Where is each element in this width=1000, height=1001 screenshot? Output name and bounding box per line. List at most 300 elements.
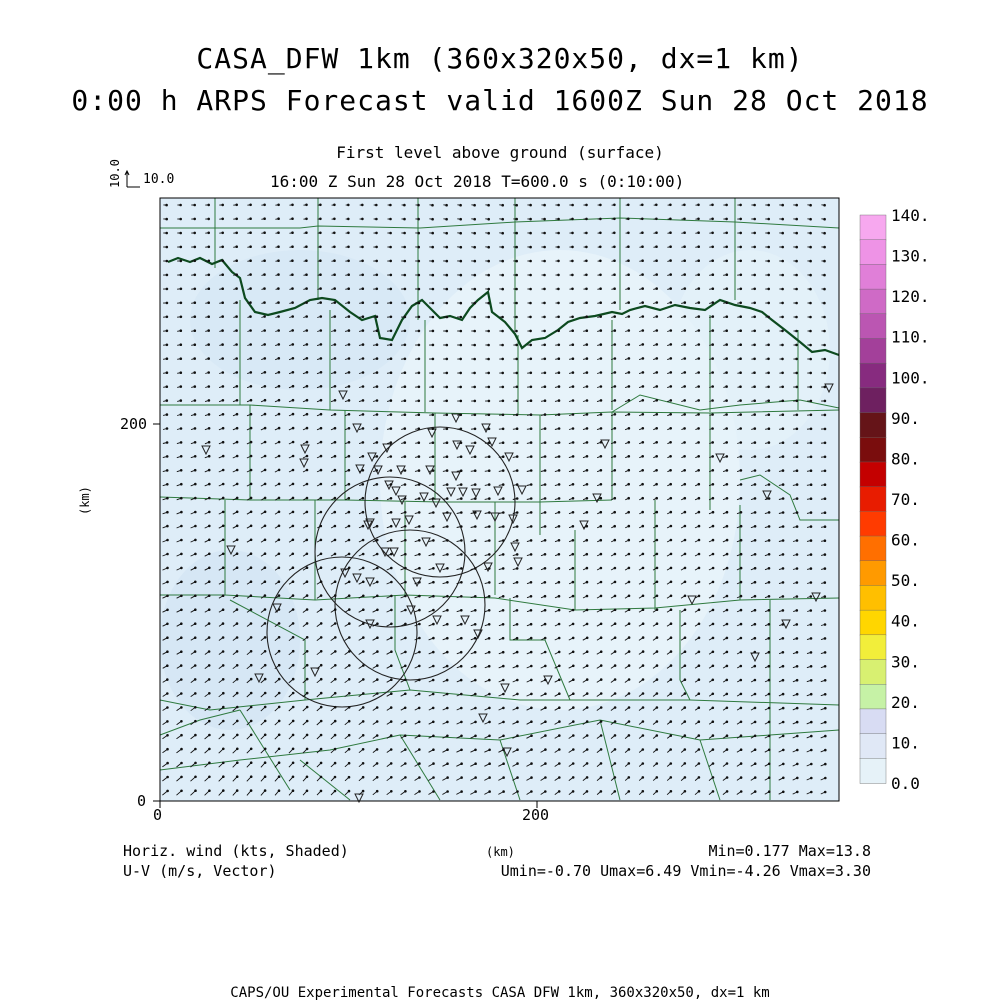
wind-vector-head xyxy=(208,218,210,220)
wind-vector-head xyxy=(544,246,546,248)
wind-vector-head xyxy=(348,358,350,360)
wind-vector-head xyxy=(446,204,448,206)
wind-vector-head xyxy=(810,582,812,584)
wind-vector-head xyxy=(586,679,588,681)
wind-vector-head xyxy=(642,246,644,248)
wind-vector-head xyxy=(586,372,588,374)
wind-vector-head xyxy=(530,232,532,234)
wind-vector-head xyxy=(572,316,574,318)
wind-vector-head xyxy=(292,427,294,429)
wind-vector-head xyxy=(292,497,294,499)
wind-vector-head xyxy=(670,483,672,485)
wind-vector-head xyxy=(642,651,644,653)
wind-vector-head xyxy=(209,706,211,708)
wind-vector-head xyxy=(405,595,407,597)
wind-vector-head xyxy=(335,678,337,680)
wind-vector-head xyxy=(432,274,434,276)
wind-vector-head xyxy=(544,582,546,584)
wind-vector-head xyxy=(390,721,392,723)
wind-vector-head xyxy=(362,288,364,290)
wind-vector-head xyxy=(209,483,211,485)
wind-vector-head xyxy=(390,330,392,332)
wind-vector-head xyxy=(628,763,630,765)
wind-vector-head xyxy=(181,609,183,611)
wind-vector-head xyxy=(516,596,518,598)
wind-vector-head xyxy=(391,693,393,695)
wind-vector-head xyxy=(586,288,588,290)
wind-vector-head xyxy=(670,735,672,737)
wind-vector-head xyxy=(264,455,266,457)
wind-vector-head xyxy=(475,610,477,612)
wind-vector-head xyxy=(236,288,238,290)
wind-vector-head xyxy=(782,414,784,416)
wind-vector-head xyxy=(502,554,504,556)
wind-vector-head xyxy=(614,777,616,779)
wind-vector-head xyxy=(320,692,322,694)
wind-vector-head xyxy=(642,791,644,793)
wind-vector-head xyxy=(433,721,435,723)
wind-vector-head xyxy=(250,246,252,248)
wind-vector-head xyxy=(488,624,490,626)
wind-vector-head xyxy=(306,692,308,694)
wind-vector-head xyxy=(754,707,756,709)
wind-vector-head xyxy=(712,749,714,751)
wind-vector-head xyxy=(264,734,266,736)
wind-vector-head xyxy=(405,553,407,555)
wind-vector-head xyxy=(573,735,575,737)
wind-vector-head xyxy=(754,456,756,458)
wind-vector-head xyxy=(698,330,700,332)
wind-vector-head xyxy=(740,316,742,318)
wind-vector-head xyxy=(810,400,812,402)
wind-vector-head xyxy=(278,609,280,611)
wind-vector-head xyxy=(810,526,812,528)
wind-vector-head xyxy=(740,595,742,597)
wind-vector-head xyxy=(502,456,504,458)
wind-vector-head xyxy=(782,624,784,626)
wind-vector-head xyxy=(726,232,728,234)
wind-vector-head xyxy=(446,693,448,695)
colorbar-swatch xyxy=(860,610,886,635)
wind-vector-head xyxy=(474,456,476,458)
wind-vector-head xyxy=(264,441,266,443)
wind-vector-head xyxy=(600,484,602,486)
wind-vector-head xyxy=(391,595,393,597)
colorbar-label: 140. xyxy=(891,206,930,225)
wind-vector-head xyxy=(208,637,210,639)
wind-vector-head xyxy=(530,414,532,416)
wind-vector-head xyxy=(181,497,183,499)
wind-vector-head xyxy=(237,748,239,750)
wind-vector-head xyxy=(586,274,588,276)
wind-vector-head xyxy=(684,721,686,723)
wind-vector-head xyxy=(656,525,658,527)
wind-vector-head xyxy=(782,316,784,318)
wind-vector-head xyxy=(712,204,714,206)
wind-vector-head xyxy=(782,721,784,723)
wind-vector-head xyxy=(348,246,350,248)
wind-vector-head xyxy=(334,762,336,764)
wind-vector-head xyxy=(166,358,168,360)
wind-vector-head xyxy=(698,358,700,360)
wind-vector-head xyxy=(698,511,700,513)
wind-vector-head xyxy=(475,568,477,570)
wind-vector-head xyxy=(516,260,518,262)
wind-vector-head xyxy=(489,707,491,709)
wind-vector-head xyxy=(433,609,435,611)
wind-vector-head xyxy=(278,664,280,666)
wind-vector-head xyxy=(391,609,393,611)
wind-vector-head xyxy=(404,204,406,206)
wind-vector-head xyxy=(670,344,672,346)
wind-vector-head xyxy=(754,512,756,514)
wind-vector-head xyxy=(586,623,588,625)
wind-vector-head xyxy=(264,609,266,611)
wind-vector-head xyxy=(544,204,546,206)
wind-vector-head xyxy=(335,637,337,639)
wind-vector-head xyxy=(628,721,630,723)
wind-vector-head xyxy=(768,651,770,653)
wind-vector-head xyxy=(391,651,393,653)
wind-vector-head xyxy=(614,414,616,416)
wind-vector-head xyxy=(222,497,224,499)
colorbar-label: 70. xyxy=(891,490,920,509)
wind-vector-head xyxy=(419,763,421,765)
colorbar-label: 10. xyxy=(891,733,920,752)
wind-vector-head xyxy=(726,442,728,444)
wind-vector-head xyxy=(167,790,169,792)
wind-vector-head xyxy=(740,679,742,681)
wind-vector-head xyxy=(628,637,630,639)
wind-vector-head xyxy=(334,483,336,485)
wind-vector-head xyxy=(628,428,630,430)
wind-vector-head xyxy=(418,414,420,416)
wind-vector-head xyxy=(194,204,196,206)
wind-vector-head xyxy=(237,706,239,708)
wind-vector-head xyxy=(405,791,407,793)
wind-vector-head xyxy=(181,623,183,625)
wind-vector-head xyxy=(754,414,756,416)
wind-vector-head xyxy=(222,274,224,276)
wind-vector-head xyxy=(614,651,616,653)
wind-vector-head xyxy=(684,372,686,374)
wind-vector-head xyxy=(362,414,364,416)
wind-vector-head xyxy=(811,749,813,751)
wind-vector-head xyxy=(264,386,266,388)
wind-vector-head xyxy=(684,623,686,625)
wind-vector-head xyxy=(600,693,602,695)
wind-vector-head xyxy=(530,540,532,542)
wind-vector-head xyxy=(334,734,336,736)
wind-vector-head xyxy=(586,637,588,639)
wind-vector-head xyxy=(670,274,672,276)
colorbar-label: 130. xyxy=(891,247,930,266)
wind-vector-head xyxy=(320,664,322,666)
wind-vector-head xyxy=(236,651,238,653)
wind-vector-head xyxy=(825,721,827,723)
wind-vector-head xyxy=(726,344,728,346)
wind-vector-head xyxy=(824,610,826,612)
wind-vector-head xyxy=(754,567,756,569)
wind-vector-head xyxy=(656,693,658,695)
wind-vector-head xyxy=(208,595,210,597)
wind-vector-head xyxy=(194,665,196,667)
wind-vector-head xyxy=(432,679,434,681)
wind-vector-head xyxy=(362,232,364,234)
wind-vector-head xyxy=(250,413,252,415)
wind-vector-head xyxy=(209,553,211,555)
wind-vector-head xyxy=(404,218,406,220)
wind-vector-head xyxy=(446,665,448,667)
wind-vector-head xyxy=(419,540,421,542)
wind-vector-head xyxy=(544,358,546,360)
wind-vector-head xyxy=(558,400,560,402)
wind-vector-head xyxy=(278,385,280,387)
wind-vector-head xyxy=(698,539,700,541)
wind-vector-head xyxy=(405,539,407,541)
wind-vector-head xyxy=(516,554,518,556)
wind-vector-head xyxy=(531,791,533,793)
wind-vector-head xyxy=(306,399,308,401)
wind-vector-head xyxy=(698,735,700,737)
wind-vector-head xyxy=(824,414,826,416)
wind-vector-head xyxy=(488,400,490,402)
wind-vector-head xyxy=(264,469,266,471)
wind-vector-head xyxy=(586,777,588,779)
wind-vector-head xyxy=(306,302,308,304)
wind-vector-head xyxy=(698,483,700,485)
wind-vector-head xyxy=(348,330,350,332)
wind-vector-head xyxy=(698,400,700,402)
wind-vector-head xyxy=(516,540,518,542)
wind-vector-head xyxy=(209,497,211,499)
wind-vector-head xyxy=(656,609,658,611)
wind-vector-head xyxy=(698,651,700,653)
wind-vector-head xyxy=(684,442,686,444)
wind-vector-head xyxy=(278,748,280,750)
wind-vector-head xyxy=(712,400,714,402)
wind-vector-head xyxy=(418,344,420,346)
wind-vector-head xyxy=(614,763,616,765)
wind-vector-head xyxy=(223,776,225,778)
wind-vector-head xyxy=(502,246,504,248)
wind-vector-head xyxy=(810,330,812,332)
wind-vector-head xyxy=(740,358,742,360)
wind-vector-head xyxy=(782,386,784,388)
wind-vector-head xyxy=(810,246,812,248)
wind-vector-head xyxy=(558,568,560,570)
wind-vector-head xyxy=(292,664,294,666)
wind-vector-head xyxy=(222,595,224,597)
wind-vector-head xyxy=(208,344,210,346)
wind-vector-head xyxy=(586,414,588,416)
wind-vector-head xyxy=(362,525,364,527)
wind-vector-head xyxy=(264,427,266,429)
wind-vector-head xyxy=(530,582,532,584)
wind-vector-head xyxy=(320,427,322,429)
wind-vector-head xyxy=(474,358,476,360)
wind-vector-head xyxy=(348,790,350,792)
wind-vector-head xyxy=(194,386,196,388)
wind-vector-head xyxy=(334,386,336,388)
wind-vector-head xyxy=(348,288,350,290)
wind-vector-head xyxy=(376,218,378,220)
wind-vector-head xyxy=(363,637,365,639)
wind-vector-head xyxy=(600,637,602,639)
wind-vector-head xyxy=(181,595,183,597)
wind-vector-head xyxy=(782,288,784,290)
wind-vector-head xyxy=(796,638,798,640)
wind-vector-head xyxy=(278,358,280,360)
wind-vector-head xyxy=(684,651,686,653)
wind-vector-head xyxy=(208,414,210,416)
wind-vector-head xyxy=(488,330,490,332)
wind-vector-head xyxy=(642,456,644,458)
wind-vector-head xyxy=(320,288,322,290)
wind-vector-head xyxy=(726,400,728,402)
wind-vector-head xyxy=(166,218,168,220)
wind-vector-head xyxy=(320,790,322,792)
wind-vector-head xyxy=(334,260,336,262)
wind-vector-head xyxy=(194,442,196,444)
wind-vector-head xyxy=(544,540,546,542)
wind-vector-head xyxy=(335,651,337,653)
wind-vector-head xyxy=(376,302,378,304)
color-scale-bar xyxy=(860,206,930,793)
wind-vector-head xyxy=(614,274,616,276)
wind-vector-head xyxy=(614,595,616,597)
wind-vector-head xyxy=(642,525,644,527)
wind-vector-head xyxy=(614,428,616,430)
wind-vector-head xyxy=(726,763,728,765)
wind-vector-head xyxy=(209,734,211,736)
wind-vector-head xyxy=(306,762,308,764)
wind-vector-head xyxy=(320,720,322,722)
wind-vector-head xyxy=(195,483,197,485)
wind-vector-head xyxy=(712,484,714,486)
wind-vector-head xyxy=(195,511,197,513)
wind-vector-head xyxy=(433,777,435,779)
wind-vector-head xyxy=(181,581,183,583)
wind-vector-head xyxy=(600,344,602,346)
wind-vector-head xyxy=(684,483,686,485)
wind-vector-head xyxy=(642,665,644,667)
wind-vector-head xyxy=(348,553,350,555)
wind-vector-head xyxy=(223,734,225,736)
wind-vector-head xyxy=(167,707,169,709)
wind-vector-head xyxy=(572,567,574,569)
wind-vector-head xyxy=(754,218,756,220)
wind-vector-head xyxy=(405,679,407,681)
wind-vector-head xyxy=(824,246,826,248)
wind-vector-head xyxy=(376,386,378,388)
wind-vector-head xyxy=(573,665,575,667)
wind-vector-head xyxy=(712,316,714,318)
wind-vector-head xyxy=(516,232,518,234)
wind-vector-head xyxy=(278,427,280,429)
wind-vector-head xyxy=(180,302,182,304)
wind-vector-head xyxy=(531,777,533,779)
wind-vector-head xyxy=(628,469,630,471)
wind-vector-head xyxy=(642,386,644,388)
wind-vector-head xyxy=(544,526,546,528)
wind-vector-head xyxy=(362,246,364,248)
wind-vector-head xyxy=(740,260,742,262)
wind-vector-head xyxy=(628,679,630,681)
wind-vector-head xyxy=(572,498,574,500)
wind-vector-head xyxy=(432,302,434,304)
wind-vector-head xyxy=(614,539,616,541)
wind-vector-head xyxy=(740,288,742,290)
wind-vector-head xyxy=(306,581,308,583)
wind-vector-head xyxy=(334,776,336,778)
wind-vector-head xyxy=(530,204,532,206)
wind-vector-head xyxy=(460,358,462,360)
wind-vector-head xyxy=(545,791,547,793)
wind-vector-head xyxy=(726,693,728,695)
wind-vector-head xyxy=(390,302,392,304)
wind-vector-head xyxy=(419,609,421,611)
wind-vector-head xyxy=(614,344,616,346)
wind-vector-head xyxy=(474,316,476,318)
wind-vector-head xyxy=(348,218,350,220)
wind-vector-head xyxy=(292,637,294,639)
wind-vector-head xyxy=(209,539,211,541)
wind-vector-head xyxy=(670,260,672,262)
wind-vector-head xyxy=(223,692,225,694)
wind-vector-head xyxy=(698,595,700,597)
wind-vector-head xyxy=(334,372,336,374)
wind-vector-head xyxy=(628,316,630,318)
wind-vector-head xyxy=(320,776,322,778)
wind-vector-head xyxy=(810,204,812,206)
wind-vector-head xyxy=(264,553,266,555)
wind-vector-head xyxy=(460,330,462,332)
wind-vector-head xyxy=(195,707,197,709)
wind-vector-head xyxy=(348,511,350,513)
wind-vector-head xyxy=(362,260,364,262)
wind-vector-head xyxy=(208,400,210,402)
wind-vector-head xyxy=(278,539,280,541)
wind-vector-head xyxy=(405,651,407,653)
wind-vector-head xyxy=(348,316,350,318)
wind-vector-head xyxy=(656,246,658,248)
wind-vector-head xyxy=(209,720,211,722)
wind-vector-head xyxy=(824,386,826,388)
wind-vector-head xyxy=(502,470,504,472)
wind-vector-head xyxy=(320,274,322,276)
wind-vector-head xyxy=(544,637,546,639)
wind-vector-head xyxy=(250,748,252,750)
shading-legend: Horiz. wind (kts, Shaded) xyxy=(123,842,349,860)
wind-vector-head xyxy=(475,791,477,793)
wind-vector-head xyxy=(768,246,770,248)
wind-vector-head xyxy=(782,344,784,346)
wind-vector-head xyxy=(362,497,364,499)
wind-vector-head xyxy=(489,735,491,737)
wind-vector-head xyxy=(489,582,491,584)
wind-vector-head xyxy=(461,498,463,500)
wind-vector-head xyxy=(320,748,322,750)
wind-vector-head xyxy=(642,511,644,513)
wind-vector-head xyxy=(740,400,742,402)
wind-vector-head xyxy=(278,706,280,708)
wind-vector-head xyxy=(712,302,714,304)
wind-vector-head xyxy=(754,316,756,318)
wind-vector-head xyxy=(475,540,477,542)
wind-vector-head xyxy=(824,540,826,542)
wind-vector-head xyxy=(516,637,518,639)
